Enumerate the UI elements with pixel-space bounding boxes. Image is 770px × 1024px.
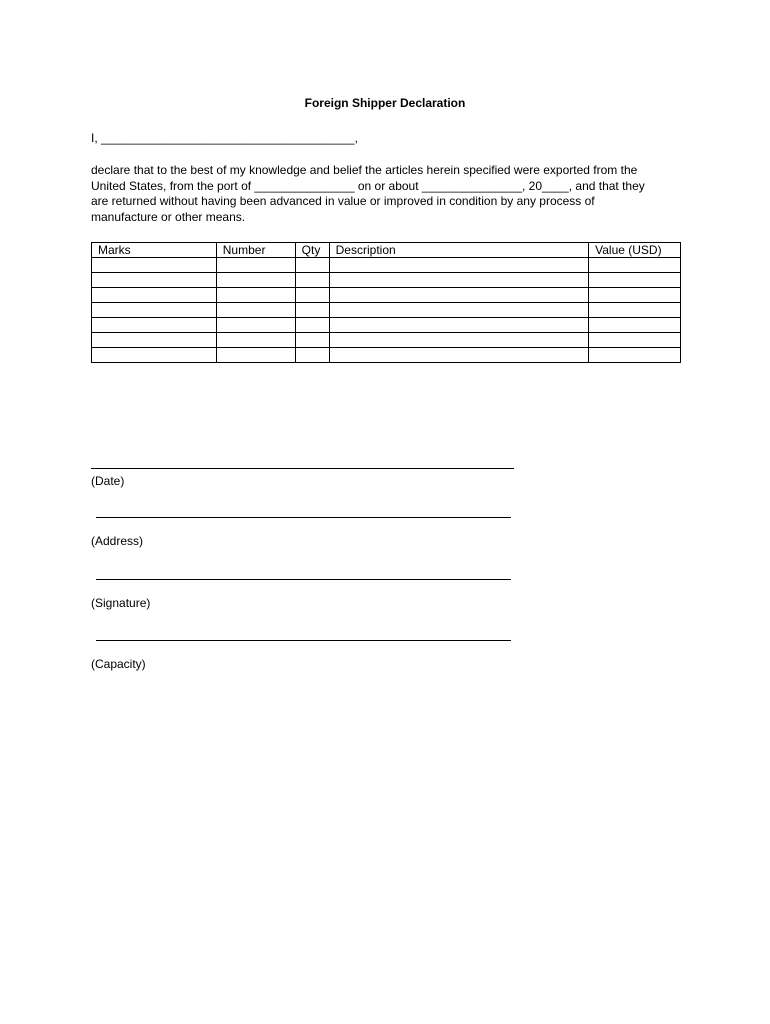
- cell-qty[interactable]: [295, 288, 329, 303]
- cell-number[interactable]: [216, 258, 295, 273]
- cell-marks[interactable]: [92, 288, 217, 303]
- column-header-marks: Marks: [92, 243, 217, 258]
- table-row: [92, 303, 681, 318]
- paragraph-line: United States, from the port of _______________ on or about _______________, 20____, and that they: [91, 178, 645, 193]
- address-label: (Address): [91, 534, 144, 548]
- cell-number[interactable]: [216, 303, 295, 318]
- table-header-row: [92, 243, 681, 258]
- cell-description[interactable]: [329, 348, 588, 363]
- cell-number[interactable]: [216, 348, 295, 363]
- address-signature-line[interactable]: [96, 517, 511, 518]
- signature-field: [91, 579, 511, 610]
- cell-description[interactable]: [329, 258, 588, 273]
- capacity-label: (Capacity): [91, 657, 146, 671]
- cell-number[interactable]: [216, 288, 295, 303]
- cell-marks[interactable]: [92, 333, 217, 348]
- table-row: [92, 348, 681, 363]
- date-signature-line[interactable]: [91, 468, 514, 469]
- cell-marks[interactable]: [92, 348, 217, 363]
- capacity-field: [91, 640, 511, 671]
- signature-label: (Signature): [91, 596, 151, 610]
- table-row: [92, 273, 681, 288]
- declaration-paragraph: [91, 163, 691, 226]
- paragraph-line: are returned without having been advanced in value or improved in condition by any process of: [91, 194, 595, 209]
- paragraph-line: manufacture or other means.: [91, 210, 246, 225]
- cell-marks[interactable]: [92, 273, 217, 288]
- cell-description[interactable]: [329, 288, 588, 303]
- cell-value[interactable]: [589, 333, 681, 348]
- cell-description[interactable]: [329, 333, 588, 348]
- cell-qty[interactable]: [295, 333, 329, 348]
- cell-number[interactable]: [216, 333, 295, 348]
- paragraph-line: declare that to the best of my knowledge and belief the articles herein specified were exported from the: [91, 163, 638, 177]
- address-field: [91, 517, 511, 548]
- date-label: (Date): [91, 474, 125, 488]
- cell-marks[interactable]: [92, 303, 217, 318]
- column-header-value: Value (USD): [589, 243, 681, 258]
- column-header-qty: Qty: [295, 243, 329, 258]
- table-row: [92, 318, 681, 333]
- cell-qty[interactable]: [295, 303, 329, 318]
- cell-qty[interactable]: [295, 273, 329, 288]
- cell-marks[interactable]: [92, 318, 217, 333]
- table-row: [92, 258, 681, 273]
- signature-signature-line[interactable]: [96, 579, 511, 580]
- cell-value[interactable]: [589, 303, 681, 318]
- cell-description[interactable]: [329, 318, 588, 333]
- date-field: [91, 468, 514, 488]
- cell-description[interactable]: [329, 273, 588, 288]
- cell-marks[interactable]: [92, 258, 217, 273]
- goods-table: [91, 242, 681, 363]
- table-row: [92, 288, 681, 303]
- cell-value[interactable]: [589, 258, 681, 273]
- cell-value[interactable]: [589, 318, 681, 333]
- cell-value[interactable]: [589, 348, 681, 363]
- cell-number[interactable]: [216, 273, 295, 288]
- document-title: Foreign Shipper Declaration: [304, 96, 466, 110]
- cell-qty[interactable]: [295, 348, 329, 363]
- cell-number[interactable]: [216, 318, 295, 333]
- cell-value[interactable]: [589, 288, 681, 303]
- cell-qty[interactable]: [295, 258, 329, 273]
- cell-description[interactable]: [329, 303, 588, 318]
- capacity-signature-line[interactable]: [96, 640, 511, 641]
- cell-qty[interactable]: [295, 318, 329, 333]
- cell-value[interactable]: [589, 273, 681, 288]
- column-header-number: Number: [216, 243, 295, 258]
- table-row: [92, 333, 681, 348]
- declarant-name-line[interactable]: I, ______________________________________,: [91, 131, 358, 145]
- column-header-description: Description: [329, 243, 588, 258]
